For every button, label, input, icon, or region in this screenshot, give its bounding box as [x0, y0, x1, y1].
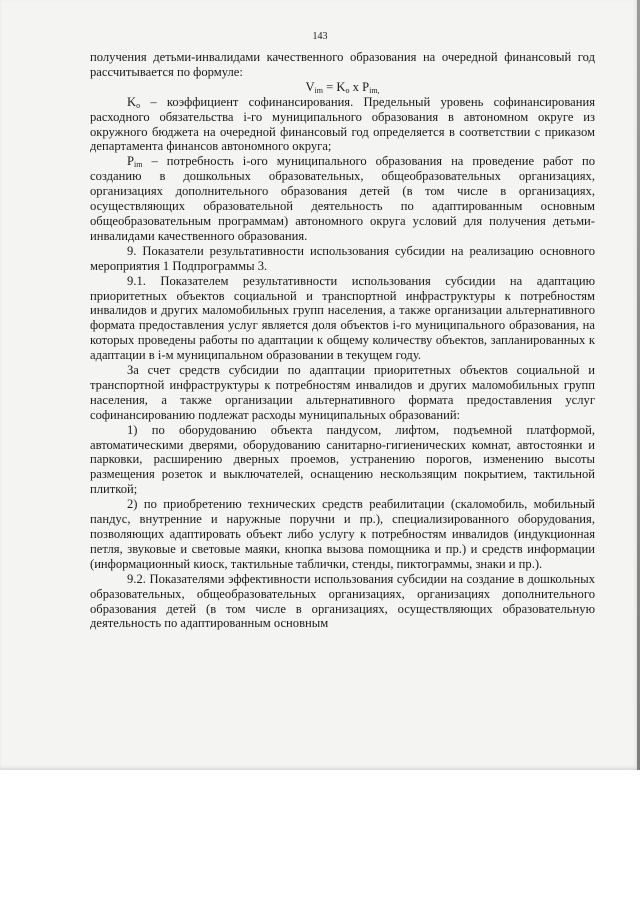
paragraph-section-9-2: 9.2. Показателями эффективности использования субсидии на создание в дошкольных образовательных, общеобразовательных организациях, организациях дополнительного образования детей (в том числе в организациях, осуществляющих образовательную деятельность по адаптированным основным: [90, 571, 595, 631]
paragraph-section-9-1: 9.1. Показателем результативности использования субсидии на адаптацию приоритетных объектов социальной и транспортной инфраструктуры к потребностям инвалидов и других маломобильных групп населения, а также организации альтернативного формата предоставления услуг является доля объектов i-го муниципального образования, на которых проведены работы по адаптации к общему количеству объектов, запланированных к адаптации в i-м муниципальном образовании в текущем году.: [90, 273, 595, 363]
paragraph-intro: получения детьми-инвалидами качественного образования на очередной финансовый год рассчитывается по формуле:: [90, 50, 595, 79]
paragraph-section-9: 9. Показатели результативности использования субсидии на реализацию основного мероприятия 1 Подпрограммы 3.: [90, 243, 595, 273]
document-body: [90, 50, 595, 631]
paragraph-pim-definition: $P_{im}$ – потребность i-ого муниципального образования на проведение работ по созданию в дошкольных образовательных, общеобразовательных организациях, организациях дополнительного образования детей (в том числе в организациях, осуществляющих образовательной деятельность по адаптированным основным общеобразовательным программам) автономного округа условий для получения детьми-инвалидами качественного образования.: [90, 154, 595, 243]
paragraph-subsidy-expenses: За счет средств субсидии по адаптации приоритетных объектов социальной и транспортной инфраструктуры к потребностям инвалидов и других маломобильных групп населения, а также организации альтернативного формата предоставления услуг софинансированию подлежат расходы муниципальных образований:: [90, 363, 595, 422]
paragraph-item-2: 2) по приобретению технических средств реабилитации (скаломобиль, мобильный пандус, внутренние и наружные поручни и пр.), специализированного оборудования, позволяющих адаптировать объект либо услугу к потребностям инвалидов (индукционная петля, звуковые и световые маяки, кнопка вызова помощника и пр.) и средств информации (информационный киоск, тактильные таблички, стенды, пиктограммы, знаки и пр.).: [90, 497, 595, 571]
page-number: 143: [312, 31, 328, 42]
paragraph-ko-definition: $K_o$ – коэффициент софинансирования. Предельный уровень софинансирования расходного обязательства i-го муниципального образования в автономном округе из окружного бюджета на очередной финансовый год определяется в соответствии с приказом департамента финансов автономного округа;: [90, 94, 595, 154]
formula: $V_{im} = K_o$ x $P_{im,}$: [305, 79, 380, 95]
paragraph-item-1: 1) по оборудованию объекта пандусом, лифтом, подъемной платформой, автоматическими дверями, оборудованию санитарно-гигиенических комнат, автостоянки и парковки, расширению дверных проемов, устранению порогов, изменению высоты размещения розеток и выключателей, оснащению нескользящим покрытием, тактильной плиткой;: [90, 422, 595, 497]
